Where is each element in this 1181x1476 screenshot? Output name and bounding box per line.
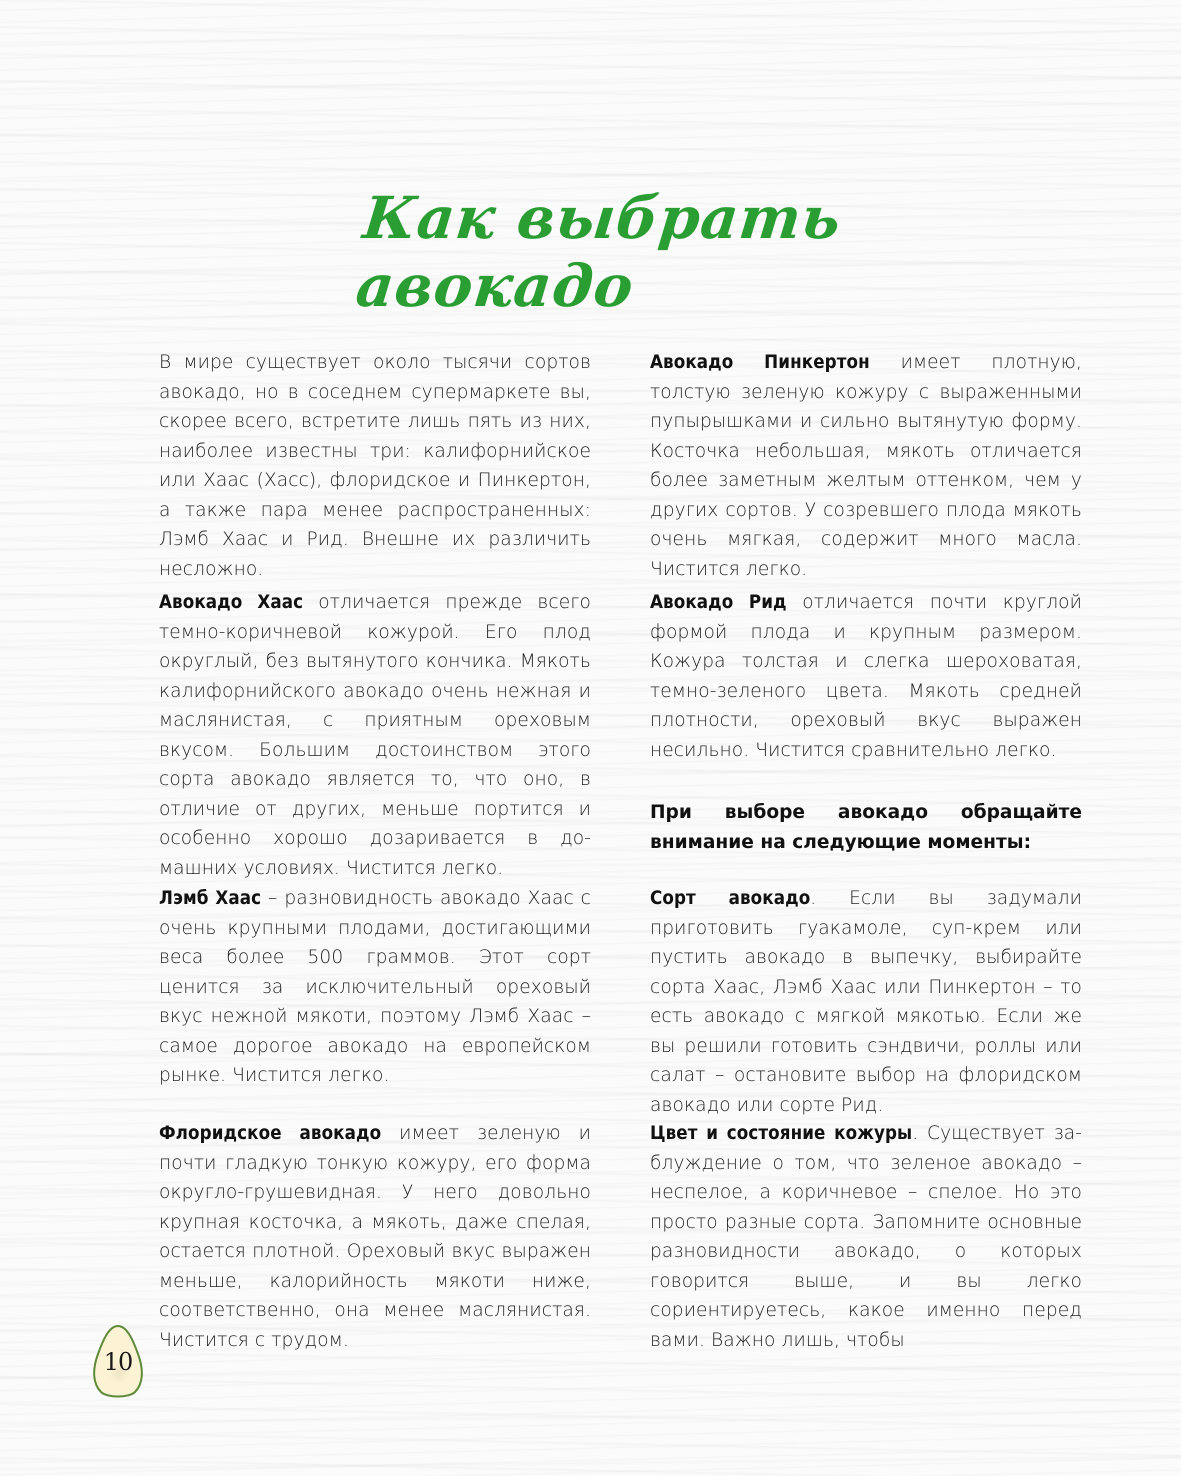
page-number: 10 xyxy=(103,1348,133,1376)
intro-paragraph: В мире существует около тысячи сортов авокадо, но в соседнем супермаркете вы, скорее всего, встретите лишь пять из них, наиболее известны три: калифорнийское или Хаас (Хасс), флоридское и Пинкертон, а также пара менее распространенных: Лэмб Хаас и Рид. Внешне их различить несложно. xyxy=(159,352,591,580)
florida-text: имеет зеленую и почти гладкую тонкую кожуру, его форма округло-грушевидная. У него довольно крупная косточка, а мякоть, даже спелая, остается плотной. Ореховый вкус выражен меньше, калорийность мякоти ниже, соответственно, она менее маслянистая. Чистится с трудом. xyxy=(159,1123,591,1351)
hass-text: отличается прежде всего темно-коричневой кожурой. Его плод округлый, без вытянутого кончика. Мякоть калифорнийского авокадо очень нежная и маслянистая, с приятным ореховым вкусом. Большим достоинством этого сорта авокадо является то, что оно, в отличие от других, меньше портится и особенно хорошо дозаривается в домашних условиях. Чистится легко. xyxy=(159,592,591,879)
hass-paragraph xyxy=(159,588,591,883)
lamb-hass-paragraph xyxy=(159,884,591,1091)
page-title: Как выбрать авокадо xyxy=(352,183,845,320)
hass-lead: Авокадо Хаас xyxy=(159,592,304,613)
variety-tip-text: . Если вы задумали приготовить гуакамоле, суп-крем или пустить авокадо в выпечку, выбирайте сорта Хаас, Лэмб Хаас или Пинкертон – то есть авокадо с мягкой мякотью. Если же вы решили готовить сэндвичи, роллы или салат – остановите выбор на флоридском авокадо или сорте Рид. xyxy=(650,888,1082,1116)
page-number-badge xyxy=(91,1324,145,1400)
skin-tip-paragraph xyxy=(650,1119,1082,1355)
reed-text: отличается почти круглой формой плода и крупным размером. Кожура толстая и слегка шероховатая, темно-зеленого цвета. Мякоть средней плотности, ореховый вкус выражен несильно. Чистится сравнительно легко. xyxy=(650,592,1082,761)
reed-lead: Авокадо Рид xyxy=(650,592,787,613)
reed-paragraph xyxy=(650,588,1082,765)
variety-tip-lead: Сорт авокадо xyxy=(650,888,811,909)
florida-lead: Флоридское авокадо xyxy=(159,1123,382,1144)
pinkerton-text: имеет плотную, толстую зеленую кожуру с выраженными пупырышками и сильно вытянутую форму. Косточка небольшая, мякоть отличается более заметным желтым оттенком, чем у других сортов. У созревшего плода мякоть очень мягкая, содержит много масла. Чистится легко. xyxy=(650,352,1083,580)
skin-tip-lead: Цвет и состояние кожуры xyxy=(650,1123,913,1144)
pinkerton-paragraph xyxy=(650,348,1082,584)
florida-paragraph xyxy=(159,1119,591,1355)
skin-tip-text: . Существует заблуждение о том, что зеленое авокадо – неспелое, а коричневое – спелое. Но это просто разные сорта. Запомните основные разновидности авокадо, о которых говорится выше, и вы легко сориентируетесь, какое именно перед вами. Важно лишь, чтобы xyxy=(650,1123,1082,1351)
tips-heading: При выборе авокадо обращайте внимание на следующие моменты: xyxy=(650,802,1082,853)
variety-tip-paragraph xyxy=(650,884,1082,1120)
pinkerton-lead: Авокадо Пинкертон xyxy=(650,352,870,373)
lamb-hass-text: – разновидность авокадо Хаас с очень крупными плодами, достигающими веса более 500 граммов. Этот сорт ценится за исключительный ореховый вкус нежной мякоти, поэтому Лэмб Хаас – самое дорогое авокадо на европейском рынке. Чистится легко. xyxy=(159,888,591,1086)
lamb-hass-lead: Лэмб Хаас xyxy=(159,888,262,909)
